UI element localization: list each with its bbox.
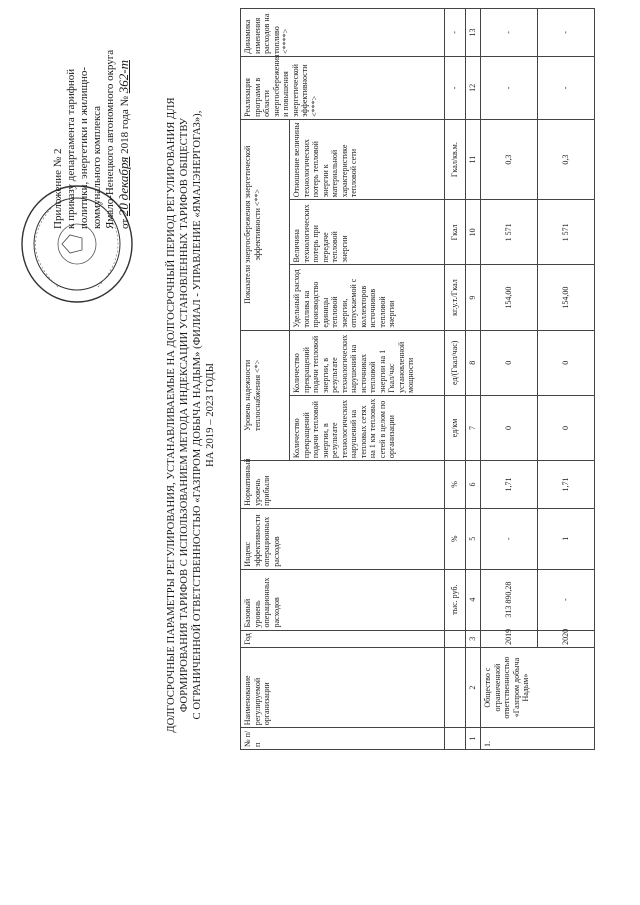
value-cell: - (538, 569, 595, 630)
value-cell: - (481, 508, 538, 569)
appendix-line: политики, энергетики и жилищно- (78, 67, 90, 229)
unit-cell: % (445, 461, 466, 509)
unit-cell: - (445, 56, 466, 119)
unit-cell: Гкал/кв.м. (445, 119, 466, 199)
parameters-table (240, 8, 595, 750)
value-cell: 0,3 (538, 119, 595, 199)
column-number: 5 (466, 508, 481, 569)
column-number: 4 (466, 569, 481, 630)
header-cell: Уровень надежности теплоснабжения <*> (241, 330, 290, 460)
appendix-block (52, 5, 132, 305)
appendix-date: от 20 декабря 2018 года № 362-т (116, 60, 131, 229)
unit-cell: ед/км (445, 395, 466, 460)
unit-cell: % (445, 508, 466, 569)
value-cell: 0 (538, 330, 595, 395)
header-cell: Индекс эффективности операционных расходов (241, 508, 445, 569)
document-title: ДОЛГОСРОЧНЫЕ ПАРАМЕТРЫ РЕГУЛИРОВАНИЯ, УСТАНАВЛИВАЕМЫЕ НА ДОЛГОСРОЧНЫЙ ПЕРИОД РЕГУЛИРОВАНИЯ ДЛЯ ФОРМИРОВАНИЯ ТАРИФОВ С ИСПОЛЬЗОВАНИЕМ МЕТОДА ИНДЕКСАЦИИ УСТАНОВЛЕННЫХ ТАРИФОВ ОБЩЕСТВУ С ОГРАНИЧЕННОЙ ОТВЕТСТВЕННОСТЬЮ «ГАЗПРОМ ДОБЫЧА НАДЫМ» (ФИЛИАЛ - УПРАВЛЕНИЕ «ЯМАЛЭНЕРГОГАЗ»), НА 2019 – 2023 ГОДЫ (166, 97, 216, 733)
value-cell: 0 (481, 330, 538, 395)
unit-cell: Гкал (445, 200, 466, 265)
value-cell: - (538, 56, 595, 119)
value-cell: 0,3 (481, 119, 538, 199)
value-cell: 1,71 (481, 461, 538, 509)
column-number: 13 (466, 9, 481, 57)
value-cell: - (538, 9, 595, 57)
value-cell: 1 (538, 508, 595, 569)
header-cell: Показатели энергосбережения энергетической эффективности <**> (241, 119, 290, 330)
year-cell: 2019 (481, 630, 538, 647)
appendix-line: коммунального комплекса (91, 105, 103, 229)
header-cell: № п/п (241, 728, 445, 750)
unit-cell: - (445, 9, 466, 57)
column-number: 12 (466, 56, 481, 119)
column-number: 8 (466, 330, 481, 395)
date-month: декабря (116, 156, 131, 201)
value-cell: 1 571 (538, 200, 595, 265)
value-cell: 1 571 (481, 200, 538, 265)
appendix-line: Ямало-Ненецкого автономного округа (104, 49, 116, 229)
header-cell: Количество прекращений подачи тепловой энергии, в результате технологических нарушений на источниках тепловой энергии на 1 Гкал/час установленной мощности (290, 330, 445, 395)
unit-cell: кг.у.т./Гкал (445, 265, 466, 330)
table-row (481, 9, 538, 750)
header-cell: Удельный расход топлива на производство единицы тепловой энергии, отпускаемой с коллекторов источников тепловой энергии (290, 265, 445, 330)
column-number: 1 (466, 728, 481, 750)
header-cell: Нормативный уровень прибыли (241, 461, 445, 509)
value-cell: - (481, 9, 538, 57)
value-cell: 313 890,28 (481, 569, 538, 630)
appendix-number: Приложение № 2 (52, 148, 64, 229)
header-cell: Реализация программ в области энергосбережения и повышения энергетической эффективности <***> (241, 56, 445, 119)
unit-cell: ед/(Гкал/час) (445, 330, 466, 395)
header-cell: Величина технологических потерь при передаче тепловой энергии (290, 200, 445, 265)
order-number: 362-т (116, 60, 131, 94)
year-cell: 2020 (538, 630, 595, 647)
header-cell: Наименование регулируемой организации (241, 647, 445, 727)
value-cell: - (481, 56, 538, 119)
value-cell: 154,00 (481, 265, 538, 330)
value-cell: 154,00 (538, 265, 595, 330)
column-number: 7 (466, 395, 481, 460)
header-cell: Динамика изменения расходов на топливо <****> (241, 9, 445, 57)
column-number: 3 (466, 630, 481, 647)
table-row (538, 9, 595, 750)
value-cell: 1,71 (538, 461, 595, 509)
column-number: 9 (466, 265, 481, 330)
header-cell: Базовый уровень операционных расходов (241, 569, 445, 630)
header-cell: Год (241, 630, 445, 647)
value-cell: 0 (538, 395, 595, 460)
column-number: 10 (466, 200, 481, 265)
appendix-line: к приказу департамента тарифной (65, 68, 77, 229)
organization-name: Общество с ограниченной ответственностью «Газпром добыча Надым» (481, 647, 595, 727)
column-number: 6 (466, 461, 481, 509)
unit-cell: тыс. руб. (445, 569, 466, 630)
column-number: 2 (466, 647, 481, 727)
date-day: 20 (116, 203, 131, 217)
column-number: 11 (466, 119, 481, 199)
value-cell: 0 (481, 395, 538, 460)
header-cell: Отношение величины технологических потерь тепловой энергии к материальной характеристике тепловой сети (290, 119, 445, 199)
header-cell: Количество прекращений подачи тепловой энергии, в результате технологических нарушений на тепловых сетях на 1 км тепловых сетей в целом по организации (290, 395, 445, 460)
row-number: 1. (481, 728, 595, 750)
